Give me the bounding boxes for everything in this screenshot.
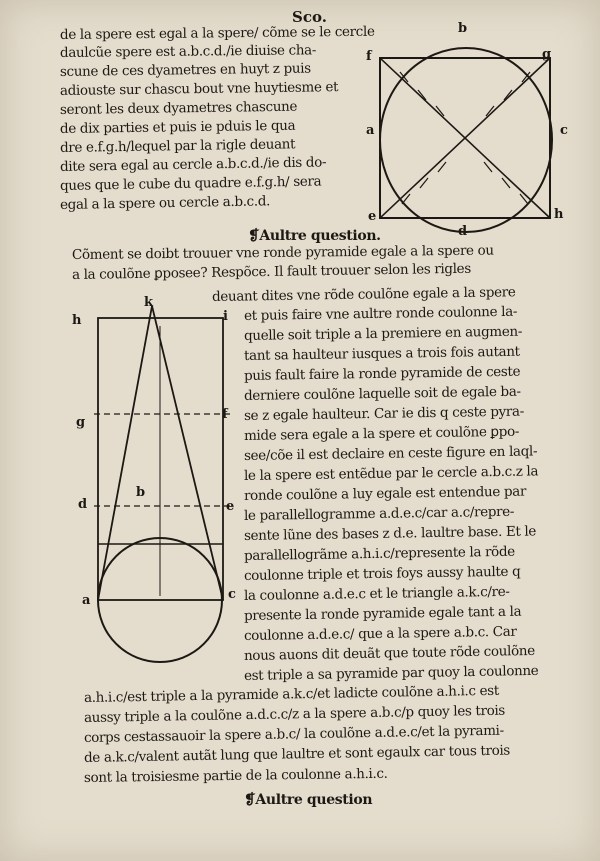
fig2-label-i: i xyxy=(223,309,228,324)
text-line: dre e.f.g.h/lequel par la rigle deuant xyxy=(59,136,296,156)
text-line: la coulonne a.d.e.c et le triangle a.k.c/re- xyxy=(243,583,510,604)
fig1-label-b: b xyxy=(458,21,468,36)
fig2-label-c: c xyxy=(228,587,236,602)
text-line: a.h.i.c/est triple a la pyramide a.k.c/et ladicte coulõne a.h.i.c est xyxy=(83,682,500,706)
text-line: a la coulõne ꝑposee? Respõce. Il fault trouuer selon les rigles xyxy=(71,260,471,283)
text-line: nous auons dit deuãt que toute rõde coulõne xyxy=(243,642,535,664)
fig2-label-e: e xyxy=(226,499,235,514)
text-line: le la spere est entẽdue par le cercle a.b.c.z la xyxy=(243,463,539,484)
text-line: est triple a sa pyramide par quoy la coulonne xyxy=(243,662,539,684)
pyramid-column-drawing xyxy=(70,296,245,666)
paragraph-mark-icon: ❡ xyxy=(244,792,256,808)
text-line: de a.k.c/valent autãt lung que laultre et sont egaulx car tous trois xyxy=(83,742,511,766)
text-line: dite sera egal au cercle a.b.c.d./ie dis do- xyxy=(59,154,327,175)
text-line: derniere coulõne laquelle soit de egale ba- xyxy=(243,383,521,404)
text-line: scune de ces dyametres en huyt z puis xyxy=(59,60,311,80)
folio-number: Sco. xyxy=(292,8,327,26)
text-line: corps cestassauoir la spere a.b.c/ la coulõne a.d.e.c/et la pyrami- xyxy=(83,722,504,746)
text-line: see/cõe il est declaire en ceste figure en laql- xyxy=(243,443,538,464)
text-line: quelle soit triple a la premiere en augmen- xyxy=(243,323,523,344)
text-line: egal a la spere ou cercle a.b.c.d. xyxy=(59,193,271,213)
fig2-label-d: d xyxy=(78,497,88,512)
text-line: daulcũe spere est a.b.c.d./ie diuise cha- xyxy=(59,42,317,61)
text-line: de la spere est egal a la spere/ cõme se le cercle xyxy=(59,23,375,43)
fig1-label-f: f xyxy=(366,49,372,64)
fig2-label-f: f xyxy=(222,407,228,422)
text-line: puis fault faire la ronde pyramide de ceste xyxy=(243,363,521,384)
heading-aultre-question-1 xyxy=(248,228,381,244)
text-line: et puis faire vne aultre ronde coulonne la- xyxy=(243,303,518,324)
paragraph-mark-icon: ❡ xyxy=(248,228,260,244)
text-line: sont la troisiesme partie de la coulonne a.h.i.c. xyxy=(83,765,388,786)
text-line: mide sera egale a la spere et coulõne ꝑpo- xyxy=(243,423,520,444)
fig2-label-g: g xyxy=(76,415,86,430)
text-line: presente la ronde pyramide egale tant a la xyxy=(243,603,522,624)
fig2-label-h: h xyxy=(72,313,82,328)
fig1-label-g: g xyxy=(542,47,552,62)
text-line: le parallellogramme a.d.e.c/car a.c/repre- xyxy=(243,503,515,524)
fig1-label-d: d xyxy=(458,224,468,239)
text-line: Cõment se doibt trouuer vne ronde pyramide egale a la spere ou xyxy=(71,242,494,263)
text-line: ques que le cube du quadre e.f.g.h/ sera xyxy=(59,173,322,194)
text-line: seront les deux dyametres chascune xyxy=(59,98,298,118)
text-line: de dix parties et puis ie pduis le qua xyxy=(59,117,296,137)
heading-text: Aultre question. xyxy=(259,228,381,244)
fig1-label-a: a xyxy=(366,123,375,138)
text-line: se z egale haulteur. Car ie dis q ceste pyra- xyxy=(243,403,524,424)
text-line: ronde coulõne a luy egale est entendue par xyxy=(243,483,527,504)
text-line: adiouste sur chascu bout vne huytiesme et xyxy=(59,79,339,99)
fig1-label-h: h xyxy=(554,207,564,222)
pyramid-column-sphere-figure xyxy=(70,296,245,666)
square-circle-figure xyxy=(362,20,572,240)
text-line: aussy triple a la coulõne a.d.c.c/z a la spere a.b.c/p quoy les trois xyxy=(83,702,506,726)
square-circle-drawing xyxy=(362,20,572,240)
fig2-label-k: k xyxy=(144,295,154,310)
text-line: tant sa haulteur iusques a trois fois autant xyxy=(243,343,520,364)
text-line: coulonne triple et trois foys aussy haulte q xyxy=(243,563,521,584)
text-line: coulonne a.d.e.c/ que a la spere a.b.c. Car xyxy=(243,623,517,644)
heading-aultre-question-2 xyxy=(244,792,372,808)
fig2-label-a: a xyxy=(82,593,91,608)
text-line: deuant dites vne rõde coulõne egale a la spere xyxy=(211,284,516,305)
fig1-label-c: c xyxy=(560,123,568,138)
text-line: sente lũne des bases z d.e. laultre base. Et le xyxy=(243,523,537,544)
text-line: parallellogrãme a.h.i.c/represente la rõde xyxy=(243,543,515,564)
fig1-label-e: e xyxy=(368,209,377,224)
fig2-label-b: b xyxy=(136,485,146,500)
heading-text: Aultre question xyxy=(255,792,373,808)
